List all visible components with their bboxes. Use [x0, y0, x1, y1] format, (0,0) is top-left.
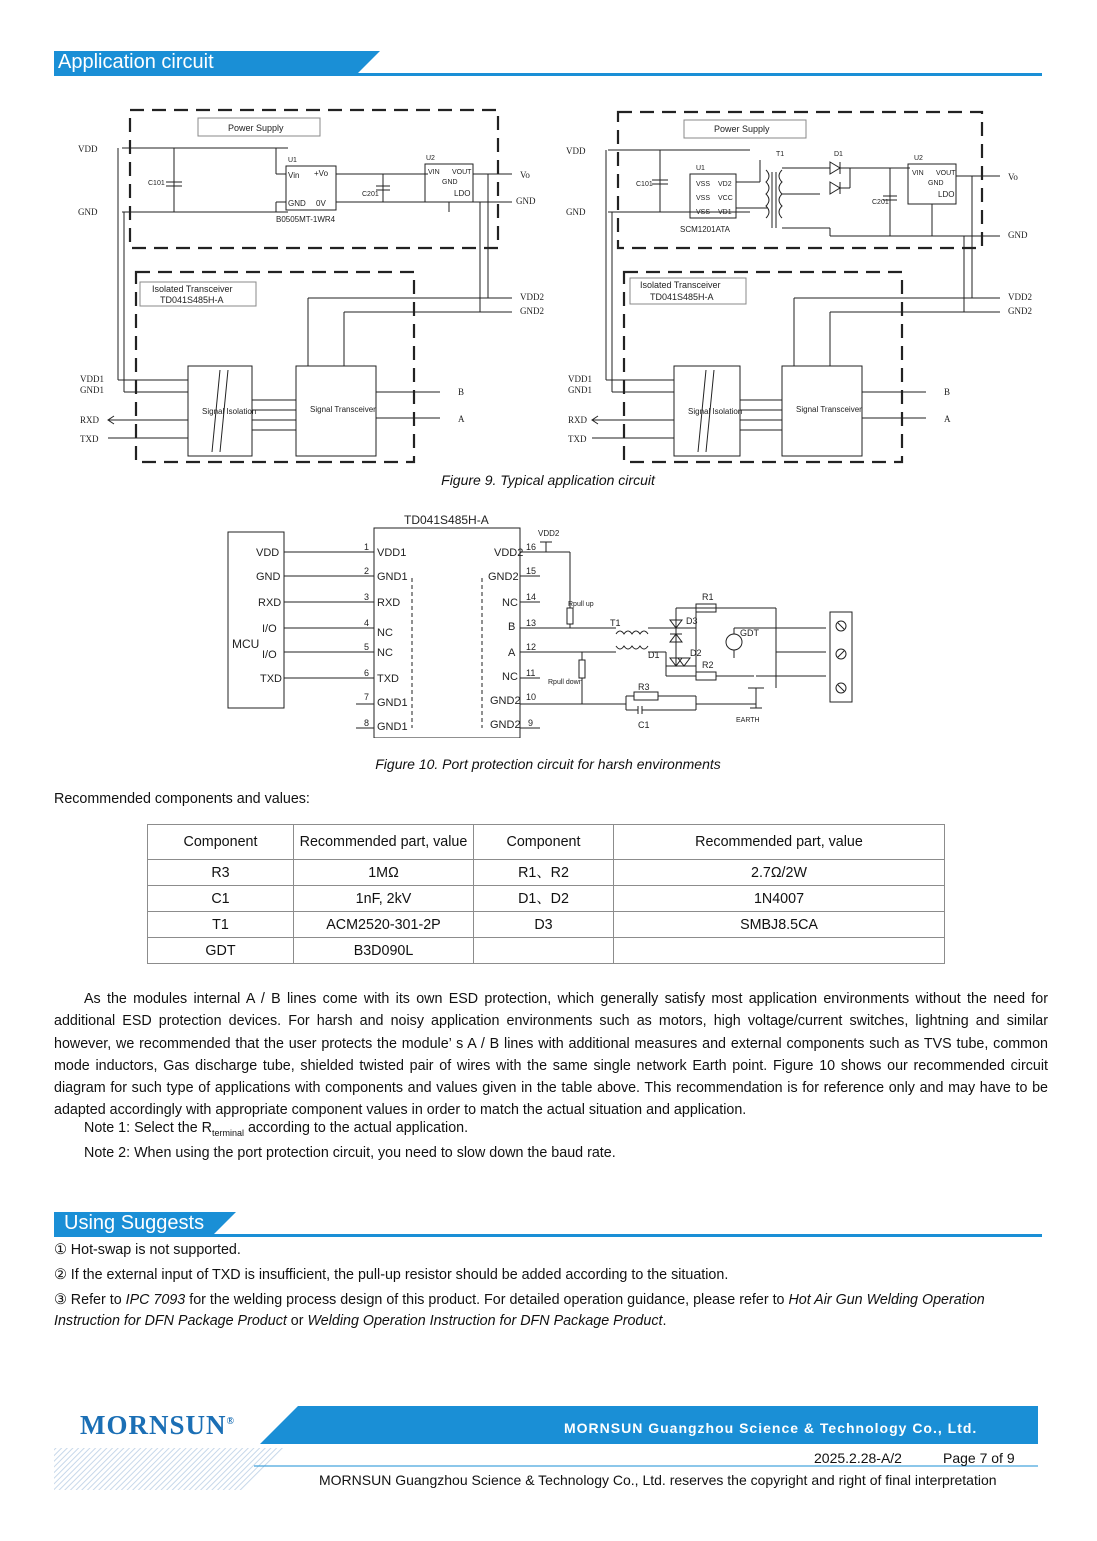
table-cell: R1、R2	[474, 860, 614, 886]
fig9-l-vdd2: VDD2	[520, 292, 544, 302]
fig10-rpin-11-name: NC	[502, 671, 518, 683]
fig10-earth: EARTH	[736, 717, 760, 724]
fig10-mcu-pin-txd: TXD	[260, 673, 282, 685]
fig10-t1: T1	[610, 618, 621, 628]
fig9-l-u1-vin: Vin	[288, 171, 300, 180]
fig10-mcu-pin-rxd: RXD	[258, 597, 282, 609]
suggest-2: ② If the external input of TXD is insufficient, the pull-up resistor should be added according to the situation.	[54, 1267, 729, 1283]
table-header: Component	[148, 825, 294, 860]
suggest-3-c: for the welding process design of this product. For detailed operation guidance, please refer to	[185, 1292, 789, 1308]
fig10-c1: C1	[638, 720, 650, 730]
fig10-lpin-3-name: RXD	[377, 597, 401, 609]
table-cell: D3	[474, 912, 614, 938]
table-cell: ACM2520-301-2P	[294, 912, 474, 938]
table-cell: T1	[148, 912, 294, 938]
fig9-r-txd: TXD	[568, 434, 587, 444]
fig9-r-u2-gnd: GND	[928, 180, 944, 187]
section-title-text: Application circuit	[58, 51, 214, 73]
fig10-lpin-1-num: 1	[364, 542, 370, 552]
fig9-l-u1-vo: +Vo	[314, 169, 329, 178]
fig9-l-c201: C201	[362, 191, 379, 198]
fig10-rpin-9-num: 9	[528, 718, 534, 728]
fig10-lpin-5-num: 5	[364, 642, 370, 652]
fig9-l-u2-ldo: LDO	[454, 189, 471, 198]
fig10-vdd2: VDD2	[538, 529, 560, 538]
fig9-l-gnd1: GND1	[80, 385, 104, 395]
fig9-r-t1: T1	[776, 151, 785, 158]
fig9-r-gnd2: GND2	[1008, 306, 1032, 316]
fig9-r-vdd1: VDD1	[568, 374, 592, 384]
suggest-3-e: or	[286, 1313, 308, 1329]
fig10-lpin-5-name: NC	[377, 647, 393, 659]
figure-9-caption: Figure 9. Typical application circuit	[441, 472, 655, 488]
fig10-lpin-4-name: NC	[377, 627, 393, 639]
fig9-l-signal-transceiver: Signal Transceiver	[310, 405, 376, 414]
fig10-lpin-1-name: VDD1	[377, 547, 407, 559]
footer-logo-reg: ®	[226, 1416, 235, 1427]
fig10-lpin-7-name: GND1	[377, 697, 408, 709]
fig10-r2: R2	[702, 660, 714, 670]
fig9-r-signal-isolation: Signal Isolation	[688, 407, 743, 416]
fig9-l-u1-0v: 0V	[316, 199, 326, 208]
fig9-r-vcc: VCC	[718, 195, 733, 202]
fig10-rpullup: Rpull up	[568, 601, 594, 608]
fig10-lpin-2-num: 2	[364, 566, 370, 576]
fig10-lpin-2-name: GND1	[377, 571, 408, 583]
fig10-d1: D1	[648, 650, 660, 660]
fig9-r-vdd2: VDD2	[1008, 292, 1032, 302]
fig9-l-u2-gnd: GND	[442, 179, 458, 186]
fig9-r-a: A	[944, 414, 951, 424]
table-cell: 1nF, 2kV	[294, 886, 474, 912]
fig9-l-u2-vin: VIN	[428, 169, 440, 176]
recommended-components-table	[147, 824, 945, 964]
fig9-r-power-supply: Power Supply	[714, 124, 770, 134]
section-title-using-suggests	[54, 1212, 214, 1234]
fig9-l-power-supply: Power Supply	[228, 123, 284, 133]
footer-copyright: MORNSUN Guangzhou Science & Technology Co., Ltd. reserves the copyright and right of final interpretation	[319, 1472, 997, 1488]
table-cell: 1MΩ	[294, 860, 474, 886]
fig9-l-txd: TXD	[80, 434, 99, 444]
suggest-3	[54, 1290, 1044, 1332]
fig10-gdt: GDT	[740, 628, 759, 638]
fig10-rpin-15-num: 15	[526, 566, 537, 576]
fig9-l-u2-vout: VOUT	[452, 169, 472, 176]
suggest-3-doc-1: Hot Air Gun Welding Operation Instruction for DFN Package Product	[54, 1292, 985, 1329]
section-title-application-circuit	[54, 51, 358, 73]
fig9-l-b: B	[458, 387, 465, 397]
fig9-l-gnd: GND	[78, 207, 98, 217]
table-cell: D1、D2	[474, 886, 614, 912]
fig10-r1: R1	[702, 592, 714, 602]
fig10-rpin-16-name: VDD2	[494, 547, 524, 559]
fig10-mcu-pin-io1: I/O	[262, 623, 277, 635]
note-1-suffix: according to the actual application.	[243, 1120, 469, 1136]
fig9-r-gnd-out: GND	[1008, 230, 1028, 240]
table-row	[148, 912, 945, 938]
footer-logo-text: MORNSUN	[80, 1410, 227, 1440]
fig9-l-vdd1: VDD1	[80, 374, 104, 384]
fig10-rpin-13-name: B	[508, 621, 516, 633]
fig10-rpin-16-num: 16	[526, 542, 537, 552]
fig9-r-u2-ldo: LDO	[938, 190, 955, 199]
table-header: Recommended part, value	[614, 825, 945, 860]
fig9-r-b: B	[944, 387, 951, 397]
section-rule	[54, 1234, 1042, 1237]
fig10-rpin-9-name: GND2	[490, 719, 521, 731]
fig9-l-c101: C101	[148, 180, 165, 187]
fig10-rpin-15-name: GND2	[488, 571, 519, 583]
table-row	[148, 938, 945, 964]
fig9-r-c101: C101	[636, 181, 653, 188]
table-cell: 2.7Ω/2W	[614, 860, 945, 886]
section-rule	[54, 73, 1042, 76]
fig10-rpin-14-num: 14	[526, 592, 537, 602]
fig9-r-vd2: VD2	[718, 181, 732, 188]
fig9-l-u1: U1	[288, 157, 297, 164]
fig9-r-vss2: VSS	[696, 195, 711, 202]
fig9-l-u1-part: B0505MT-1WR4	[276, 215, 336, 224]
footer-page: Page 7 of 9	[943, 1450, 1015, 1466]
fig10-rpin-12-name: A	[508, 647, 516, 659]
suggest-3-doc-2: Welding Operation Instruction for DFN Package Product	[307, 1313, 663, 1329]
fig10-mcu-pin-io2: I/O	[262, 649, 277, 661]
fig9-l-u1-gnd: GND	[288, 199, 306, 208]
suggest-3-g: .	[662, 1313, 667, 1329]
fig9-l-gnd-out: GND	[516, 196, 536, 206]
footer-logo	[80, 1410, 235, 1441]
fig10-mcu-pin-gnd: GND	[256, 571, 281, 583]
fig9-right-labels	[566, 124, 1032, 444]
table-cell: R3	[148, 860, 294, 886]
fig9-r-u1: U1	[696, 165, 705, 172]
fig10-d3: D3	[686, 616, 698, 626]
note-1-subscript: terminal	[211, 1127, 244, 1138]
fig9-r-signal-transceiver: Signal Transceiver	[796, 405, 862, 414]
fig9-r-vdd: VDD	[566, 146, 586, 156]
table-cell: 1N4007	[614, 886, 945, 912]
fig9-l-a: A	[458, 414, 465, 424]
body-paragraph: As the modules internal A / B lines come with its own ESD protection, which generally satisfy most application environments without the need for additional ESD protection devices. For harsh and noisy application environments such as motors, high voltage/current switches, lightning and similar however, we recommended that the user protects the module’ s A / B lines with additional measures and external components such as TVS tube, common mode inductors, Gas discharge tube, shielded twisted pair of wires with the same single network Earth point. Figure 10 shows our recommended circuit diagram for such type of applications with components and values given in the table above. This recommendation is for reference only and may have to be adapted accordingly with appropriate component values in order to match the actual situation and application.	[54, 991, 1048, 1119]
fig10-lpin-6-num: 6	[364, 668, 370, 678]
fig9-r-rxd: RXD	[568, 415, 588, 425]
note-2: Note 2: When using the port protection circuit, you need to slow down the baud rate.	[84, 1145, 616, 1161]
section-title-text: Using Suggests	[64, 1212, 205, 1234]
table-header-row	[148, 825, 945, 860]
footer-version: 2025.2.28-A/2	[814, 1450, 902, 1466]
fig9-l-vdd: VDD	[78, 144, 98, 154]
fig10-mcu: MCU	[232, 637, 260, 651]
fig9-r-vd1: VD1	[718, 209, 732, 216]
fig9-r-transceiver-title: Isolated Transceiver	[640, 280, 721, 290]
fig9-r-vss3: VSS	[696, 209, 711, 216]
fig9-l-signal-isolation: Signal Isolation	[202, 407, 257, 416]
fig10-rpin-12-num: 12	[526, 642, 537, 652]
fig10-lpin-7-num: 7	[364, 692, 370, 702]
table-row	[148, 860, 945, 886]
fig10-r3: R3	[638, 682, 650, 692]
fig9-r-gnd: GND	[566, 207, 586, 217]
table-cell: B3D090L	[294, 938, 474, 964]
fig10-rpin-14-name: NC	[502, 597, 518, 609]
table-cell: SMBJ8.5CA	[614, 912, 945, 938]
fig10-mcu-pin-vdd: VDD	[256, 547, 280, 559]
fig10-rpin-10-num: 10	[526, 692, 537, 702]
fig9-l-transceiver-part: TD041S485H-A	[160, 295, 224, 305]
fig9-r-gnd1: GND1	[568, 385, 592, 395]
table-header: Component	[474, 825, 614, 860]
table-cell	[614, 938, 945, 964]
fig10-rpin-13-num: 13	[526, 618, 537, 628]
fig10-lpin-8-num: 8	[364, 718, 370, 728]
fig9-r-u2-vout: VOUT	[936, 170, 956, 177]
fig10-lpin-6-name: TXD	[377, 673, 399, 685]
table-row	[148, 886, 945, 912]
table-cell: C1	[148, 886, 294, 912]
fig9-l-transceiver-title: Isolated Transceiver	[152, 284, 233, 294]
suggest-3-ipc: IPC 7093	[125, 1292, 186, 1308]
fig10-lpin-4-num: 4	[364, 618, 370, 628]
fig9-r-vo: Vo	[1008, 172, 1018, 182]
fig9-r-c201: C201	[872, 199, 889, 206]
footer-company: MORNSUN Guangzhou Science & Technology Co., Ltd.	[564, 1420, 978, 1436]
fig10-rpulldown: Rpull down	[548, 679, 583, 686]
fig9-r-u1-part: SCM1201ATA	[680, 225, 730, 234]
table-cell: GDT	[148, 938, 294, 964]
figure-9-diagram	[60, 100, 1040, 470]
fig10-d2: D2	[690, 648, 702, 658]
fig9-l-rxd: RXD	[80, 415, 100, 425]
fig9-r-d1: D1	[834, 151, 843, 158]
fig9-r-u2: U2	[914, 155, 923, 162]
suggest-1: ① Hot-swap is not supported.	[54, 1242, 241, 1258]
fig10-rpin-10-name: GND2	[490, 695, 521, 707]
table-header: Recommended part, value	[294, 825, 474, 860]
suggest-3-a: ③ Refer to	[54, 1292, 126, 1308]
recommended-label: Recommended components and values:	[54, 791, 310, 807]
fig9-l-vo: Vo	[520, 170, 530, 180]
fig10-lpin-3-num: 3	[364, 592, 370, 602]
fig9-r-vss1: VSS	[696, 181, 711, 188]
fig9-r-transceiver-part: TD041S485H-A	[650, 292, 714, 302]
figure-10-diagram	[226, 508, 866, 738]
fig10-rpin-11-num: 11	[526, 668, 536, 678]
figure-10-caption: Figure 10. Port protection circuit for harsh environments	[375, 756, 721, 772]
fig9-l-u2: U2	[426, 155, 435, 162]
fig9-r-u2-vin: VIN	[912, 170, 924, 177]
fig10-lpin-8-name: GND1	[377, 721, 408, 733]
table-cell	[474, 938, 614, 964]
note-1	[84, 1120, 468, 1138]
fig9-l-gnd2: GND2	[520, 306, 544, 316]
fig9-left-labels	[78, 123, 544, 444]
fig10-chip-title: TD041S485H-A	[404, 513, 489, 527]
note-1-prefix: Note 1: Select the R	[84, 1120, 212, 1136]
